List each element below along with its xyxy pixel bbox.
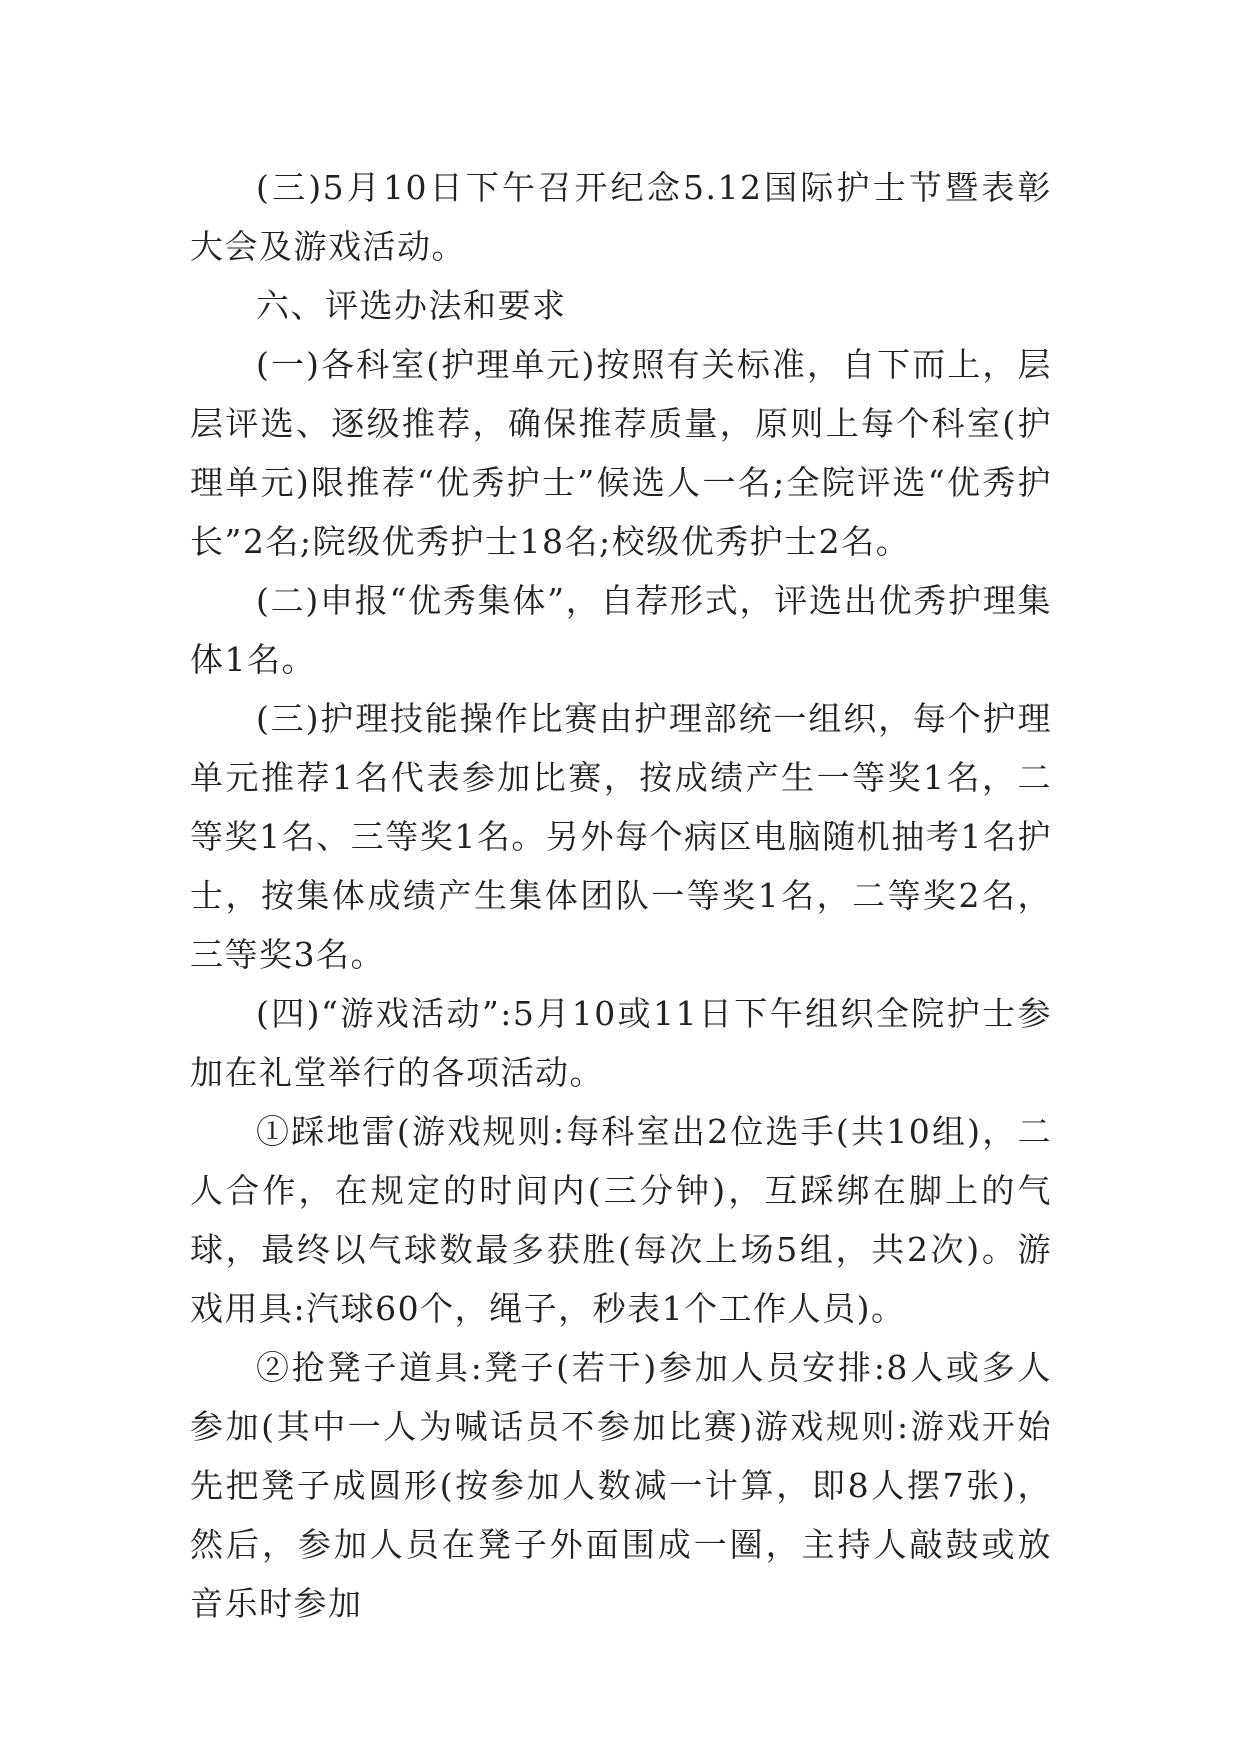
paragraph-game-landmine: ①踩地雷(游戏规则:每科室出2位选手(共10组)，二人合作，在规定的时间内(三分钟)，互踩绑在脚上的气球，最终以气球数最多获胜(每次上场5组，共2次)。游戏用具:汽球60个，绳子，秒表1个工作人员)。 xyxy=(190,1112,1052,1328)
paragraph-excellent-collective: (二)申报“优秀集体”，自荐形式，评选出优秀护理集体1名。 xyxy=(190,581,1052,679)
section-heading-evaluation: 六、评选办法和要求 xyxy=(256,286,567,325)
paragraph-game-activities: (四)“游戏活动”:5月10或11日下午组织全院护士参加在礼堂举行的各项活动。 xyxy=(190,994,1052,1092)
paragraph-game-musical-chairs: ②抢凳子道具:凳子(若干)参加人员安排:8人或多人参加(其中一人为喊话员不参加比赛)游戏规则:游戏开始先把凳子成圆形(按参加人数减一计算，即8人摆7张)，然后，参加人员在凳子外面围成一圈，主持人敲鼓或放音乐时参加 xyxy=(190,1348,1052,1623)
document-body xyxy=(190,158,1052,1633)
paragraph-skills-competition: (三)护理技能操作比赛由护理部统一组织，每个护理单元推荐1名代表参加比赛，按成绩产生一等奖1名，二等奖1名、三等奖1名。另外每个病区电脑随机抽考1名护士，按集体成绩产生集体团队一等奖1名，二等奖2名，三等奖3名。 xyxy=(190,699,1052,974)
paragraph-department-selection: (一)各科室(护理单元)按照有关标准，自下而上，层层评选、逐级推荐，确保推荐质量，原则上每个科室(护理单元)限推荐“优秀护士”候选人一名;全院评选“优秀护长”2名;院级优秀护士18名;校级优秀护士2名。 xyxy=(190,345,1052,561)
paragraph-meeting: (三)5月10日下午召开纪念5.12国际护士节暨表彰大会及游戏活动。 xyxy=(190,168,1052,266)
